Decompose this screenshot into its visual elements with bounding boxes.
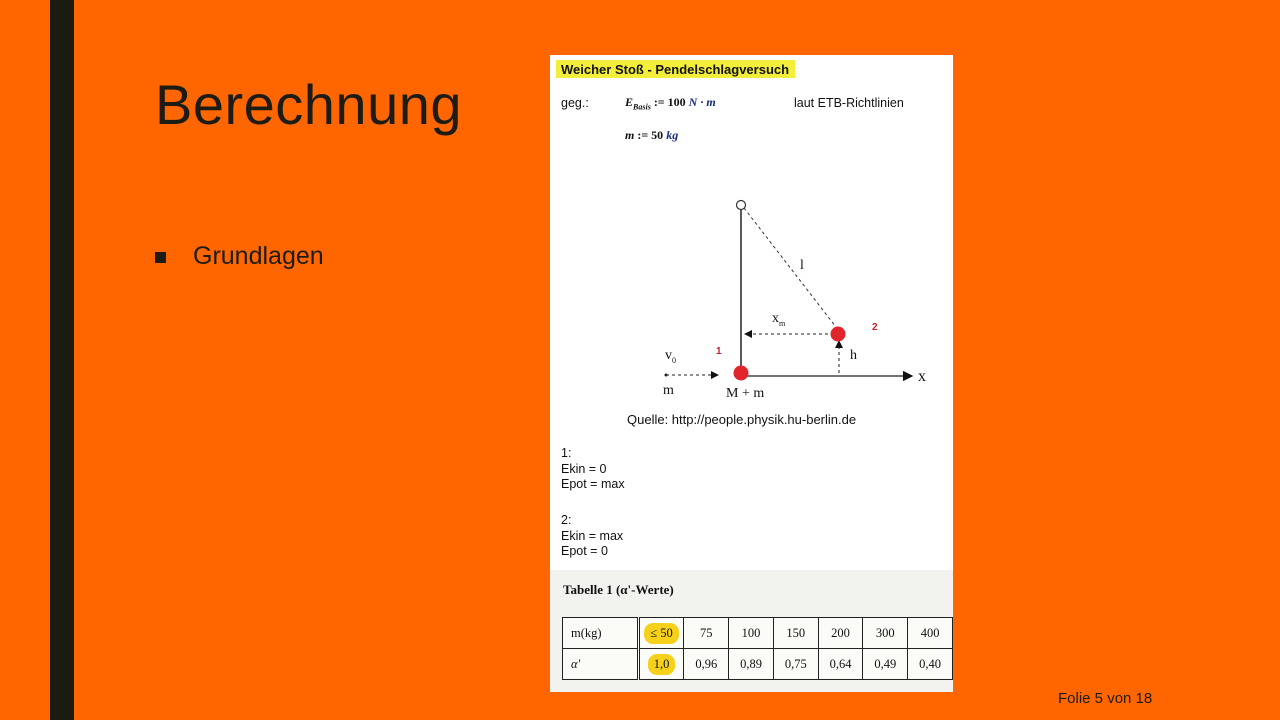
- slide-title: Berechnung: [155, 73, 463, 136]
- table-cell: 0,49: [863, 649, 908, 680]
- energy-formula: $E_{Basis}$ := 100 N · m: [625, 95, 716, 112]
- pendulum-ball-raised-icon: [831, 327, 846, 342]
- point-1-label: 1: [716, 346, 722, 357]
- table-row: [563, 618, 953, 649]
- bullet-text: Grundlagen: [193, 242, 324, 270]
- alpha-values-table: [562, 617, 953, 680]
- table-caption: Tabelle 1 (α'-Werte): [563, 582, 674, 597]
- table-cell: 400: [908, 618, 953, 649]
- bullet-item: [155, 242, 324, 271]
- height-label: h: [850, 348, 857, 363]
- point-2-label: 2: [872, 322, 878, 333]
- guideline-note: laut ETB-Richtlinien: [794, 96, 904, 110]
- state-2-block: 2: Ekin = max Epot = 0: [561, 513, 624, 558]
- total-mass-label: M + m: [726, 386, 765, 401]
- table-cell: 100: [729, 618, 774, 649]
- mass-formula: m := 50 kg: [625, 128, 679, 142]
- table-cell: [638, 649, 684, 680]
- square-bullet-icon: [155, 252, 166, 263]
- highlighted-value: 1,0: [648, 654, 676, 675]
- worksheet-title: Weicher Stoß - Pendelschlagversuch: [556, 60, 795, 78]
- given-label: geg.:: [561, 96, 589, 110]
- xm-label: $x_m$: [772, 311, 786, 328]
- table-row-header: m(kg): [563, 618, 639, 649]
- mass-m-label: m: [663, 383, 674, 398]
- table-cell: [638, 618, 684, 649]
- table-cell: 200: [818, 618, 863, 649]
- pendulum-diagram: [550, 55, 953, 415]
- table-cell: 0,96: [684, 649, 729, 680]
- table-cell: 0,40: [908, 649, 953, 680]
- table-cell: 0,64: [818, 649, 863, 680]
- pendulum-swing-line: [744, 208, 836, 327]
- table-cell: 150: [773, 618, 818, 649]
- table-cell: 0,89: [729, 649, 774, 680]
- table-cell: 300: [863, 618, 908, 649]
- pendulum-ball-rest-icon: [734, 366, 749, 381]
- table-row-header: α': [563, 649, 639, 680]
- side-accent-bar: [50, 0, 74, 720]
- v0-label: $v_0$: [665, 348, 676, 365]
- table-cell: 0,75: [773, 649, 818, 680]
- table-row: [563, 649, 953, 680]
- table-cell: 75: [684, 618, 729, 649]
- embedded-worksheet-image: [550, 55, 953, 692]
- x-axis-label: x: [918, 368, 926, 385]
- source-note: Quelle: http://people.physik.hu-berlin.de: [627, 412, 857, 427]
- slide-number: Folie 5 von 18: [1058, 690, 1153, 707]
- projectile-dot-icon: [665, 374, 668, 377]
- highlighted-value: ≤ 50: [644, 623, 679, 644]
- length-label: l: [800, 258, 804, 273]
- state-1-block: 1: Ekin = 0 Epot = max: [561, 446, 625, 491]
